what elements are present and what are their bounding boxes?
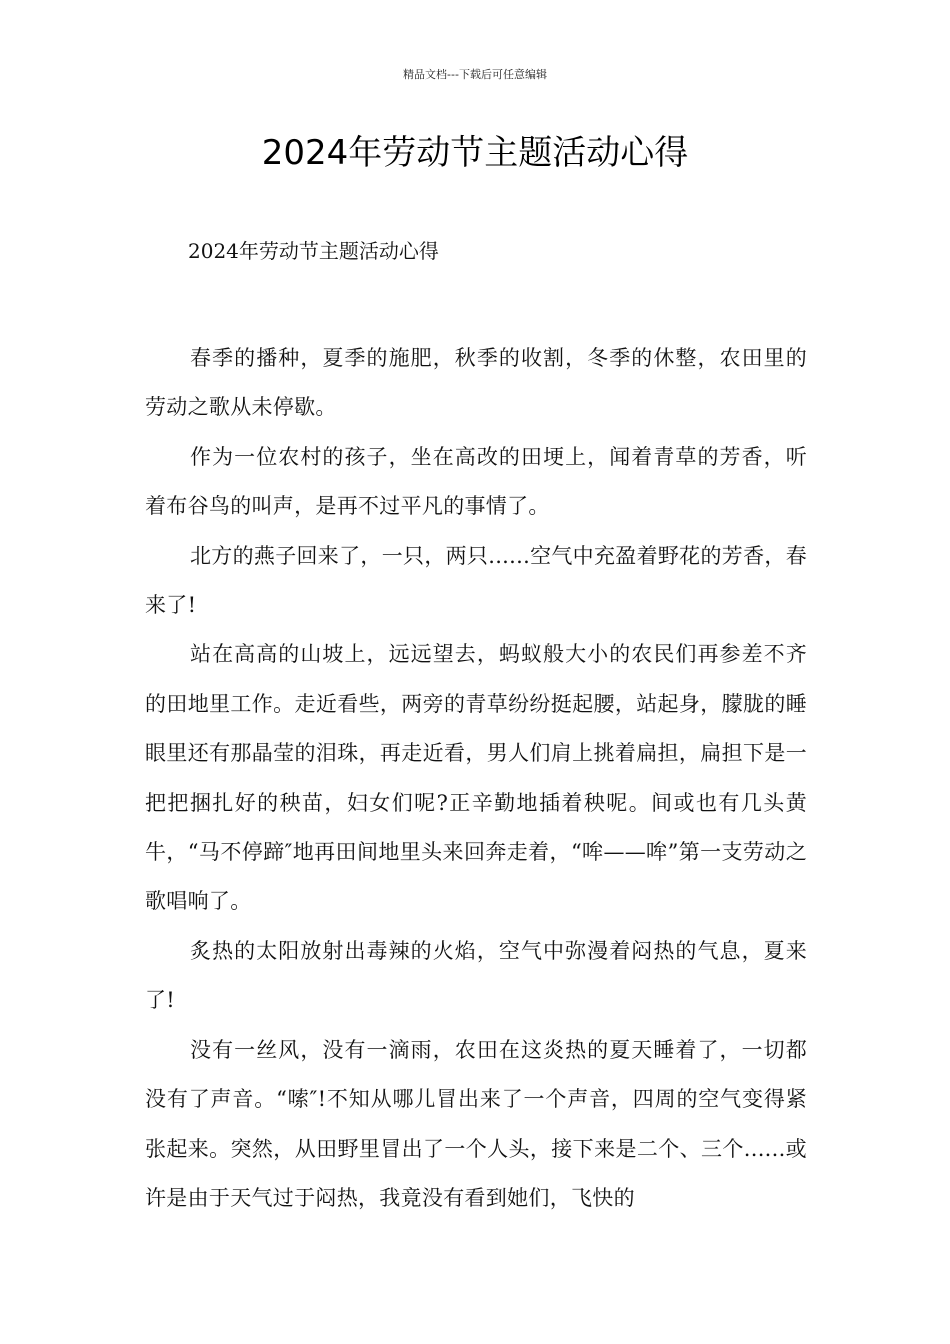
paragraph-3: 北方的燕子回来了，一只，两只......空气中充盈着野花的芳香，春来了!: [145, 543, 807, 618]
paragraph-5: 炙热的太阳放射出毒辣的火焰，空气中弥漫着闷热的气息，夏来了!: [145, 938, 807, 1013]
paragraph-6: 没有一丝风，没有一滴雨，农田在这炎热的夏天睡着了，一切都没有了声音。“嗦″!不知从哪儿冒出来了一个声音，四周的空气变得紧张起来。突然，从田野里冒出了一个人头，接下来是二个、三个......或许是由于天气过于闷热，我竟没有看到她们，飞快的: [145, 1037, 807, 1210]
document-title: 2024年劳动节主题活动心得: [261, 133, 689, 173]
paragraph-4: 站在高高的山坡上，远远望去，蚂蚁般大小的农民们再参差不齐的田地里工作。走近看些，两旁的青草纷纷挺起腰，站起身，朦胧的睡眼里还有那晶莹的泪珠，再走近看，男人们肩上挑着扁担，扁担下是一把把捆扎好的秧苗，妇女们呢?正辛勤地插着秧呢。间或也有几头黄牛，“马不停蹄″地再田间地里头来回奔走着，“哞——哞”第一支劳动之歌唱响了。: [145, 642, 807, 914]
paragraph-2: 作为一位农村的孩子，坐在高改的田埂上，闻着青草的芳香，听着布谷鸟的叫声，是再不过平凡的事情了。: [145, 444, 807, 519]
document-body: [145, 334, 807, 1223]
document-subtitle: 2024年劳动节主题活动心得: [188, 239, 439, 263]
header-note: 精品文档---下载后可任意编辑: [403, 68, 547, 81]
paragraph-1: 春季的播种，夏季的施肥，秋季的收割，冬季的休整，农田里的劳动之歌从未停歇。: [145, 346, 807, 420]
